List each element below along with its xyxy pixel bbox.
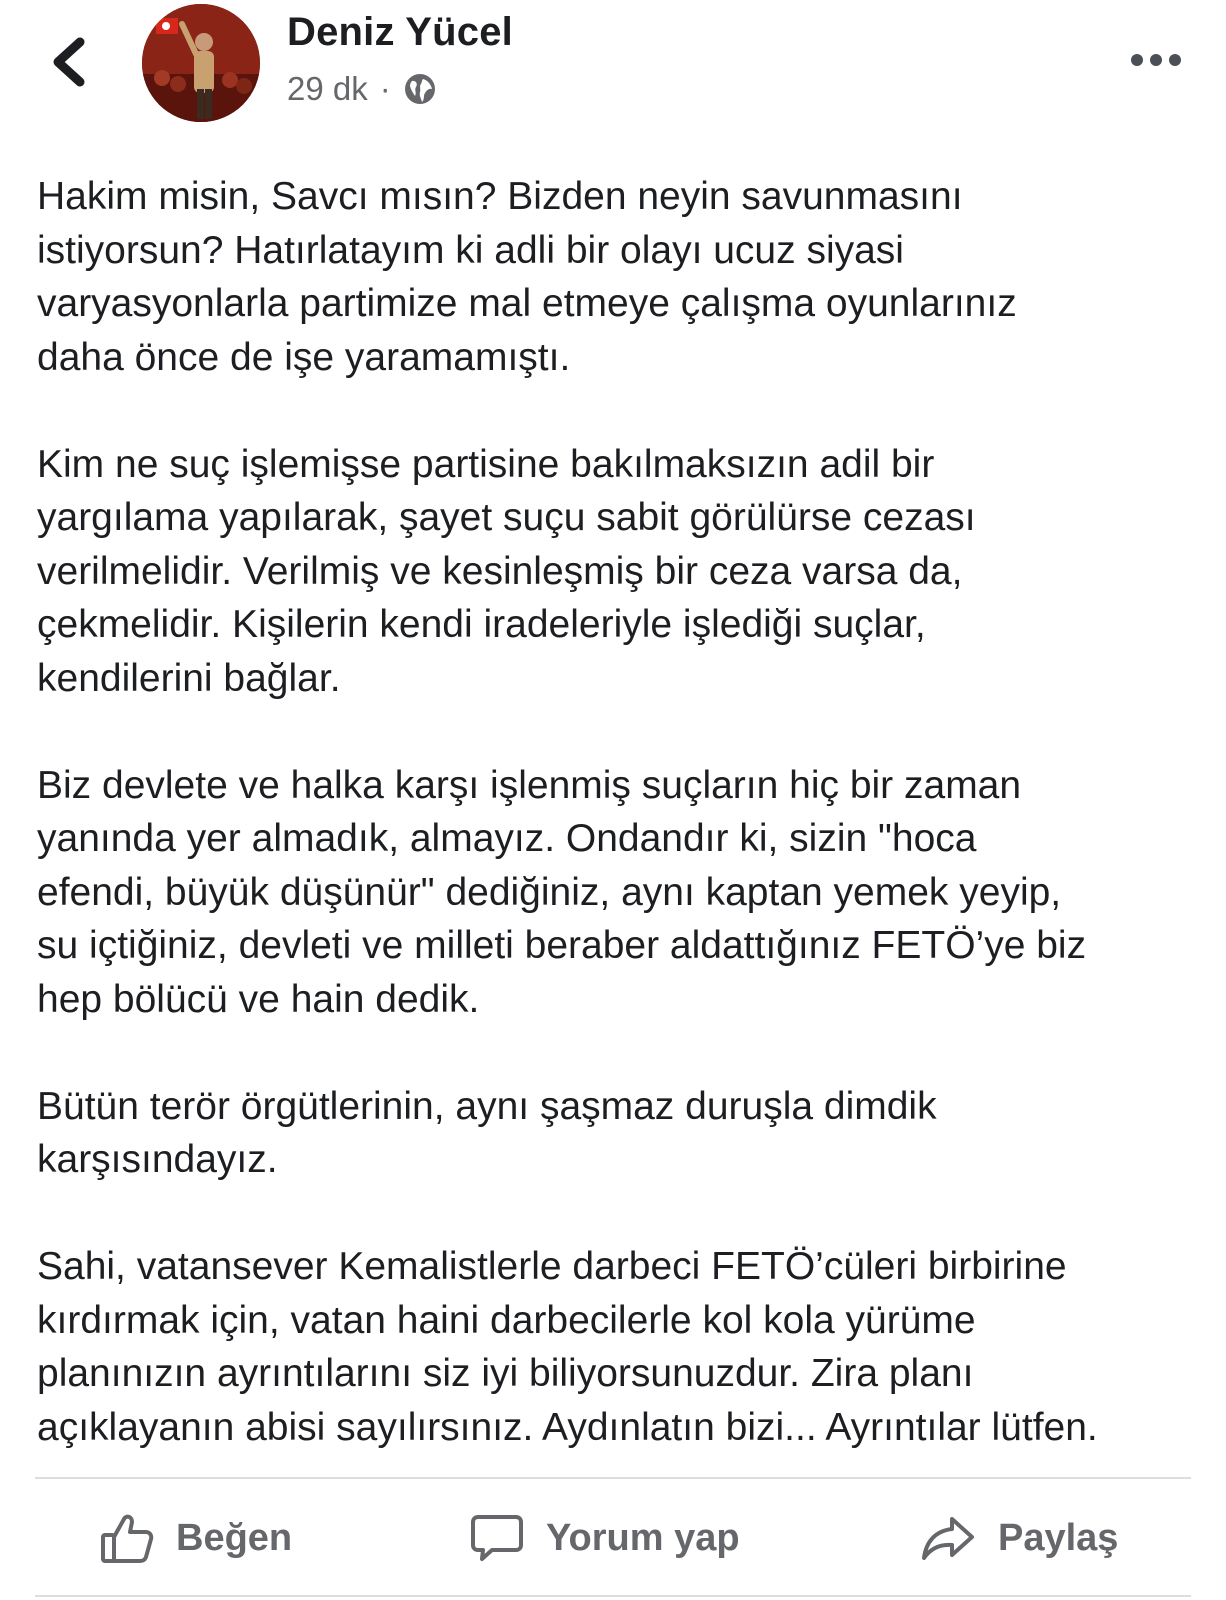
like-label: Beğen xyxy=(176,1516,293,1559)
author-name[interactable]: Deniz Yücel xyxy=(287,10,513,54)
avatar[interactable] xyxy=(142,4,260,122)
post-paragraph: Sahi, vatansever Kemalistlerle darbeci FETÖ’cüleri birbirine kırdırmak için, vatan haini darbecilerle kol kola yürüme planınızın ayrıntılarını siz iyi biliyorsunuzdur. Zira planı açıklayanın abisi sayılırsınız. Aydınlatın bizi... Ayrıntılar lütfen. xyxy=(37,1245,1098,1449)
share-label: Paylaş xyxy=(998,1516,1119,1559)
post-paragraph: Bütün terör örgütlerinin, aynı şaşmaz duruşla dimdik karşısındayız. xyxy=(37,1084,937,1181)
post-actions xyxy=(0,1500,1226,1576)
post-body xyxy=(37,170,1197,1454)
divider xyxy=(35,1477,1191,1479)
divider xyxy=(35,1595,1191,1597)
globe-icon xyxy=(403,72,437,106)
post-meta xyxy=(287,70,437,108)
like-button[interactable] xyxy=(100,1500,292,1576)
share-icon xyxy=(920,1511,976,1565)
comment-button[interactable] xyxy=(470,1500,740,1576)
post-header xyxy=(0,0,1226,140)
thumbs-up-icon xyxy=(100,1511,154,1565)
post-time[interactable]: 29 dk xyxy=(287,70,368,107)
share-button[interactable] xyxy=(920,1500,1118,1576)
more-horizontal-icon[interactable] xyxy=(1130,52,1182,68)
chevron-left-icon[interactable] xyxy=(48,36,92,88)
post-paragraph: Hakim misin, Savcı mısın? Bizden neyin savunmasını istiyorsun? Hatırlatayım ki adli bir olayı ucuz siyasi varyasyonlarla partimize mal etmeye çalışma oyunlarınız daha önce de işe yaramamıştı. xyxy=(37,175,1017,379)
post-paragraph: Biz devlete ve halka karşı işlenmiş suçların hiç bir zaman yanında yer almadık, almayız. Ondandır ki, sizin "hoca efendi, büyük düşünür" dediğiniz, aynı kaptan yemek yeyip, su içtiğiniz, devleti ve milleti beraber aldattığınız FETÖ’ye biz hep bölücü ve hain dedik. xyxy=(37,763,1087,1021)
comment-icon xyxy=(470,1511,524,1565)
avatar-photo xyxy=(142,4,260,122)
post-paragraph: Kim ne suç işlemişse partisine bakılmaksızın adil bir yargılama yapılarak, şayet suçu sabit görülürse cezası verilmelidir. Verilmiş ve kesinleşmiş bir ceza varsa da, çekmelidir. Kişilerin kendi iradeleriyle işlediği suçlar, kendilerini bağlar. xyxy=(37,442,976,700)
meta-separator: · xyxy=(379,70,391,107)
comment-label: Yorum yap xyxy=(546,1516,740,1559)
